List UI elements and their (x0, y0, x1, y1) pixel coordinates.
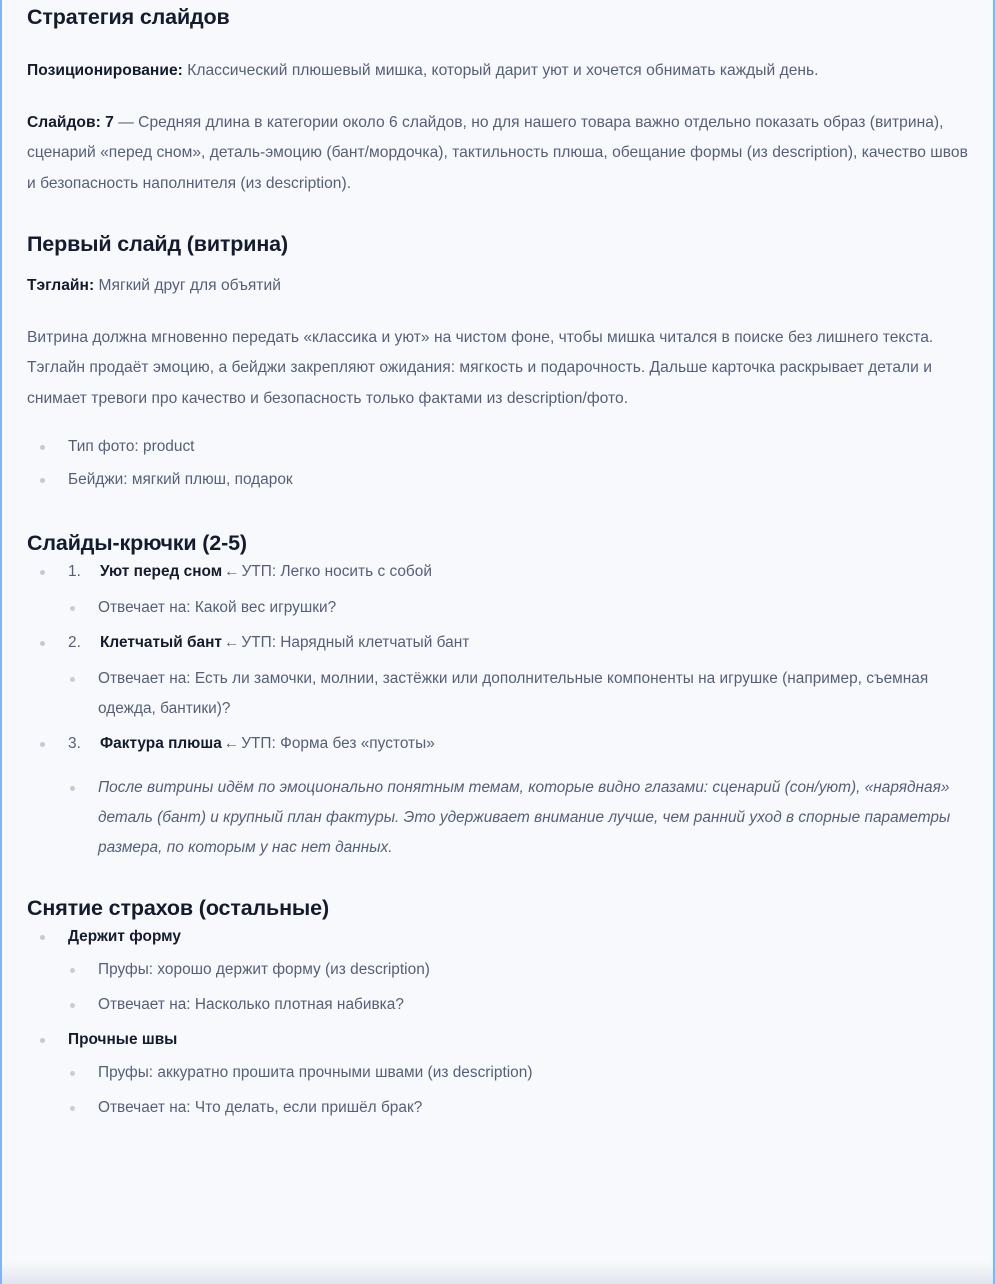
list-item-hook (27, 628, 971, 658)
list-item-hook-answer: Отвечает на: Есть ли замочки, молнии, застёжки или дополнительные компоненты на игрушке (например, съемная одежда, бантики)? (27, 664, 971, 724)
paragraph-positioning-label: Позиционирование: (27, 62, 183, 79)
section-title-first-slide: Первый слайд (витрина) (27, 232, 288, 256)
section-title-strategy: Стратегия слайдов (27, 5, 230, 29)
hook-number: 3. (68, 735, 81, 752)
list-item-hook (27, 557, 971, 587)
paragraph-tagline-label: Тэглайн: (27, 277, 95, 294)
list-item: Тип фото: product (27, 432, 971, 462)
paragraph-slide-count-text: — Средняя длина в категории около 6 слайдов, но для нашего товара важно отдельно показать образ (витрина), сценарий «перед сном», деталь-эмоцию (бант/мордочка), тактильность плюша, обещание формы (из description), качество швов и безопасность наполнителя (из description). (27, 113, 968, 192)
list-item-hook (27, 729, 971, 759)
paragraph-first-slide-body: Витрина должна мгновенно передать «классика и уют» на чистом фоне, чтобы мишка читался в поиске без лишнего текста. Тэглайн продаёт эмоцию, а бейджи закрепляют ожидания: мягкость и подарочность. Дальше карточка раскрывает детали и снимает тревоги про качество и безопасность только фактами из description/фото. (27, 328, 934, 407)
list-item-fear-answer: Отвечает на: Насколько плотная набивка? (27, 990, 971, 1020)
hook-usp: УТП: Нарядный клетчатый бант (241, 634, 470, 651)
hook-name: Клетчатый бант (100, 634, 222, 651)
list-fear-removal (27, 922, 971, 1123)
list-item-hook-answer: Отвечает на: Какой вес игрушки? (27, 593, 971, 623)
hook-usp: УТП: Легко носить с собой (241, 563, 432, 580)
paragraph-slide-count-label: Слайдов: 7 (27, 113, 114, 131)
paragraph-tagline-text: Мягкий друг для объятий (94, 277, 281, 294)
list-item: Бейджи: мягкий плюш, подарок (27, 465, 971, 495)
paragraph-slide-count (27, 108, 971, 200)
left-arrow-icon: ← (224, 563, 240, 580)
list-item-fear (27, 1025, 971, 1055)
list-item-fear-proof: Пруфы: хорошо держит форму (из description) (27, 955, 971, 985)
hook-usp: УТП: Форма без «пустоты» (241, 735, 435, 752)
hook-number: 1. (68, 563, 81, 580)
list-item-fear (27, 922, 971, 952)
paragraph-positioning (27, 56, 971, 87)
paragraph-tagline (27, 271, 971, 302)
list-hook-slides (27, 557, 971, 863)
hook-name: Уют перед сном (100, 563, 223, 580)
fear-label: Держит форму (68, 928, 181, 945)
bottom-fade-overlay (2, 1262, 993, 1284)
list-item-fear-answer: Отвечает на: Что делать, если пришёл брак? (27, 1093, 971, 1123)
list-first-slide-attributes (27, 432, 971, 495)
list-item-strategy-note: После витрины идём по эмоционально понятным темам, которые видно глазами: сценарий (сон/уют), «нарядная» деталь (бант) и крупный план фактуры. Это удерживает внимание лучше, чем ранний уход в спорные параметры размера, по которым у нас нет данных. (27, 773, 971, 863)
list-item-fear-proof: Пруфы: аккуратно прошита прочными швами (из description) (27, 1058, 971, 1088)
section-title-hook-slides: Слайды-крючки (2-5) (27, 531, 247, 555)
hook-number: 2. (68, 634, 81, 651)
left-arrow-icon: ← (223, 735, 240, 752)
fear-label: Прочные швы (68, 1031, 178, 1048)
paragraph-positioning-text: Классический плюшевый мишка, который дарит уют и хочется обнимать каждый день. (182, 62, 819, 79)
document-body (24, 0, 971, 1123)
section-title-fear-removal: Снятие страхов (остальные) (27, 896, 329, 920)
left-arrow-icon: ← (223, 634, 240, 651)
hook-name: Фактура плюша (100, 735, 222, 752)
